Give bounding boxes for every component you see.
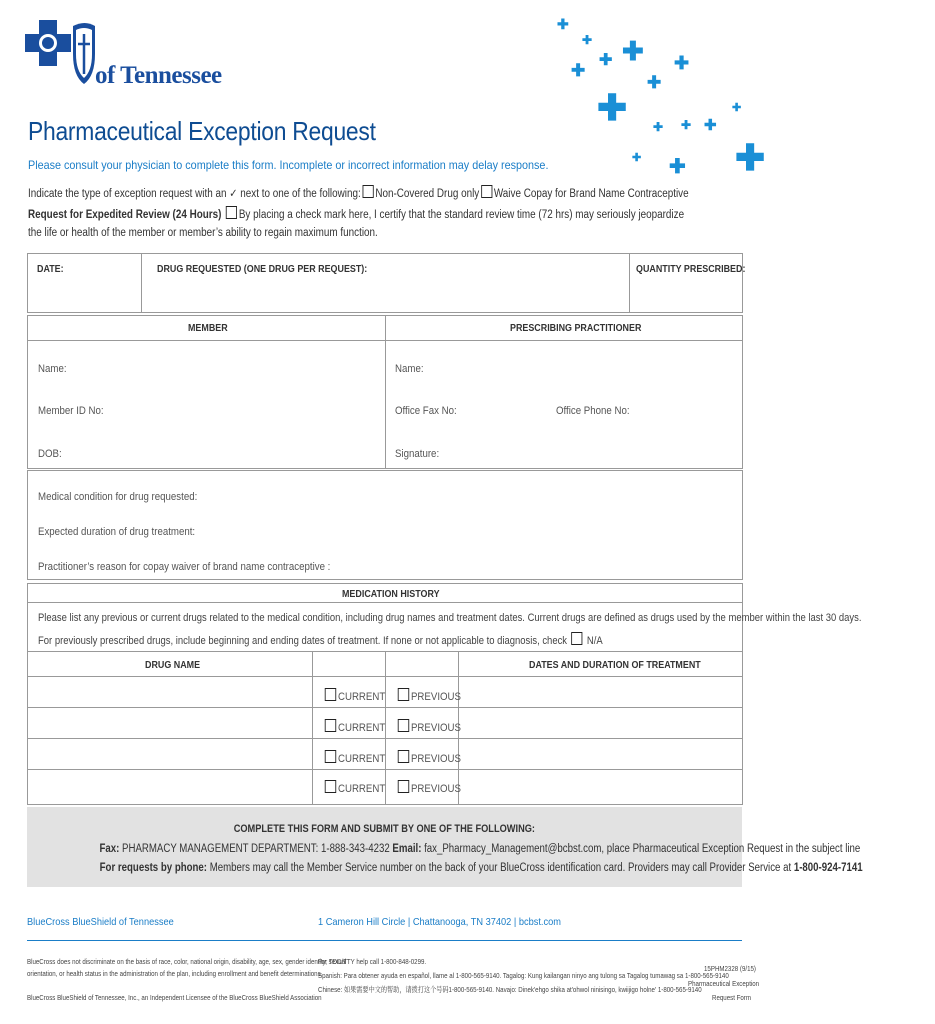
check-icon: ✓ — [229, 188, 238, 200]
footer-org: BlueCross BlueShield of Tennessee — [27, 916, 174, 928]
quantity-prescribed-label: QUANTITY PRESCRIBED: — [636, 263, 746, 275]
treatment-duration-label: Expected duration of drug treatment: — [38, 526, 196, 538]
plus-icon: ✚ — [582, 33, 593, 47]
previous-option: PREVIOUS — [396, 719, 461, 734]
footer-divider — [27, 940, 742, 941]
plus-icon: ✚ — [571, 61, 586, 80]
plus-icon: ✚ — [674, 53, 690, 73]
medical-info-section — [27, 470, 743, 580]
current-option: CURRENT — [323, 688, 385, 703]
practitioner-header: PRESCRIBING PRACTITIONER — [510, 322, 642, 334]
current-option: CURRENT — [323, 719, 385, 734]
form-subtitle: Please consult your physician to complete this form. Incomplete or incorrect information may delay response. — [28, 158, 549, 172]
language-help-2: Chinese: 如果需要中文的帮助，请拨打这个号码1-800-565-9140. Navajo: Dinek'ehgo shika at'ohwol ninisingo, kwiijigo holne' 1-800-565-9140 — [318, 985, 702, 994]
medication-history-title: MEDICATION HISTORY — [342, 588, 440, 600]
history-instructions-2: For previously prescribed drugs, include beginning and ending dates of treatment. If none or not applicable to diagnosis, check N/A — [38, 632, 603, 647]
drug-name-column-header: DRUG NAME — [145, 659, 201, 671]
plus-icon: ✚ — [599, 52, 613, 69]
submit-heading: COMPLETE THIS FORM AND SUBMIT BY ONE OF THE FOLLOWING: — [233, 823, 536, 835]
non-covered-drug-checkbox[interactable] — [362, 185, 373, 198]
intro-line-3: the life or health of the member or member’s ability to regain maximum function. — [28, 227, 378, 239]
footer-address: 1 Cameron Hill Circle | Chattanooga, TN 37402 | bcbst.com — [318, 916, 561, 928]
member-dob-label: DOB: — [38, 448, 62, 460]
na-checkbox[interactable] — [571, 632, 582, 645]
form-id: 15PHM2328 (9/15) — [704, 964, 756, 973]
tty-help: For TDD/TTY help call 1-800-848-0299. — [318, 957, 427, 966]
drug-requested-field[interactable] — [156, 278, 626, 308]
current-checkbox[interactable] — [325, 750, 336, 763]
plus-icon: ✚ — [622, 36, 644, 66]
copay-waiver-reason-label: Practitioner’s reason for copay waiver of brand name contraceptive : — [38, 561, 331, 573]
previous-checkbox[interactable] — [398, 688, 409, 701]
plus-icon: ✚ — [557, 16, 569, 32]
current-checkbox[interactable] — [325, 688, 336, 701]
intro-line-1: Indicate the type of exception request with an ✓ next to one of the following: Non-Covered Drug only Waive Copay for Brand Name Contraceptive — [28, 185, 689, 200]
language-help-1: Spanish: Para obtener ayuda en español, llame al 1-800-565-9140. Tagalog: Kung kailangan ninyo ang tulong sa Tagalog tumawag sa 1-800-565-9140 — [318, 971, 729, 980]
fax-email-line: Fax: PHARMACY MANAGEMENT DEPARTMENT: 1-888-343-4232 Email: fax_Pharmacy_Management@bcbst.com, place Pharmaceutical Exception Request in the subject line — [99, 843, 861, 855]
current-option: CURRENT — [323, 750, 385, 765]
previous-option: PREVIOUS — [396, 688, 461, 703]
previous-option: PREVIOUS — [396, 780, 461, 795]
quantity-prescribed-field[interactable] — [636, 278, 736, 308]
plus-icon: ✚ — [732, 102, 742, 114]
member-practitioner-section — [27, 315, 743, 469]
current-checkbox[interactable] — [325, 719, 336, 732]
previous-checkbox[interactable] — [398, 780, 409, 793]
plus-icon: ✚ — [653, 120, 664, 134]
previous-checkbox[interactable] — [398, 750, 409, 763]
plus-icon: ✚ — [681, 118, 692, 132]
phone-line: For requests by phone: Members may call the Member Service number on the back of your BlueCross identification card. Providers may call Provider Service at 1-800-924-7141 — [99, 862, 863, 874]
plus-icon: ✚ — [704, 117, 717, 134]
waive-copay-checkbox[interactable] — [481, 185, 492, 198]
drug-requested-label: DRUG REQUESTED (ONE DRUG PER REQUEST): — [157, 263, 368, 275]
drug-request-row — [27, 253, 746, 313]
current-checkbox[interactable] — [325, 780, 336, 793]
page-title: Pharmaceutical Exception Request — [28, 116, 376, 146]
intro-line-2: Request for Expedited Review (24 Hours) By placing a check mark here, I certify that the standard review time (72 hrs) may seriously jeopardize — [28, 206, 684, 221]
expedited-review-checkbox[interactable] — [226, 206, 237, 219]
office-phone-label: Office Phone No: — [556, 405, 630, 417]
plus-icon: ✚ — [632, 152, 642, 164]
date-label: DATE: — [37, 263, 64, 275]
plus-icon: ✚ — [735, 137, 766, 178]
member-name-label: Name: — [38, 363, 67, 375]
brand-name: of Tennessee — [95, 62, 222, 89]
form-name-2: Request Form — [712, 993, 751, 1002]
practitioner-name-label: Name: — [395, 363, 424, 375]
submission-instructions — [27, 807, 863, 887]
plus-icon: ✚ — [647, 73, 662, 92]
previous-option: PREVIOUS — [396, 750, 461, 765]
plus-icon: ✚ — [669, 156, 686, 178]
member-header: MEMBER — [188, 322, 228, 334]
dates-duration-column-header: DATES AND DURATION OF TREATMENT — [529, 659, 701, 671]
date-field[interactable] — [38, 278, 136, 308]
nondiscrimination-2: orientation, or health status in the administration of the plan, including enrollment and benefit determinations. — [27, 969, 323, 978]
member-id-label: Member ID No: — [38, 405, 104, 417]
medical-condition-label: Medical condition for drug requested: — [38, 491, 198, 503]
licensee-statement: BlueCross BlueShield of Tennessee, Inc., an Independent Licensee of the BlueCross BlueShield Association — [27, 993, 322, 1002]
nondiscrimination-1: BlueCross does not discriminate on the basis of race, color, national origin, disability, age, sex, gender identity, sexual — [27, 957, 347, 966]
form-name-1: Pharmaceutical Exception — [688, 979, 760, 988]
plus-icon: ✚ — [597, 87, 628, 128]
history-instructions-1: Please list any previous or current drugs related to the medical condition, including drug names and treatment dates. Current drugs are defined as drugs used by the member within the last 30 days. — [38, 612, 862, 624]
current-option: CURRENT — [323, 780, 385, 795]
office-fax-label: Office Fax No: — [395, 405, 457, 417]
previous-checkbox[interactable] — [398, 719, 409, 732]
signature-label: Signature: — [395, 448, 440, 460]
